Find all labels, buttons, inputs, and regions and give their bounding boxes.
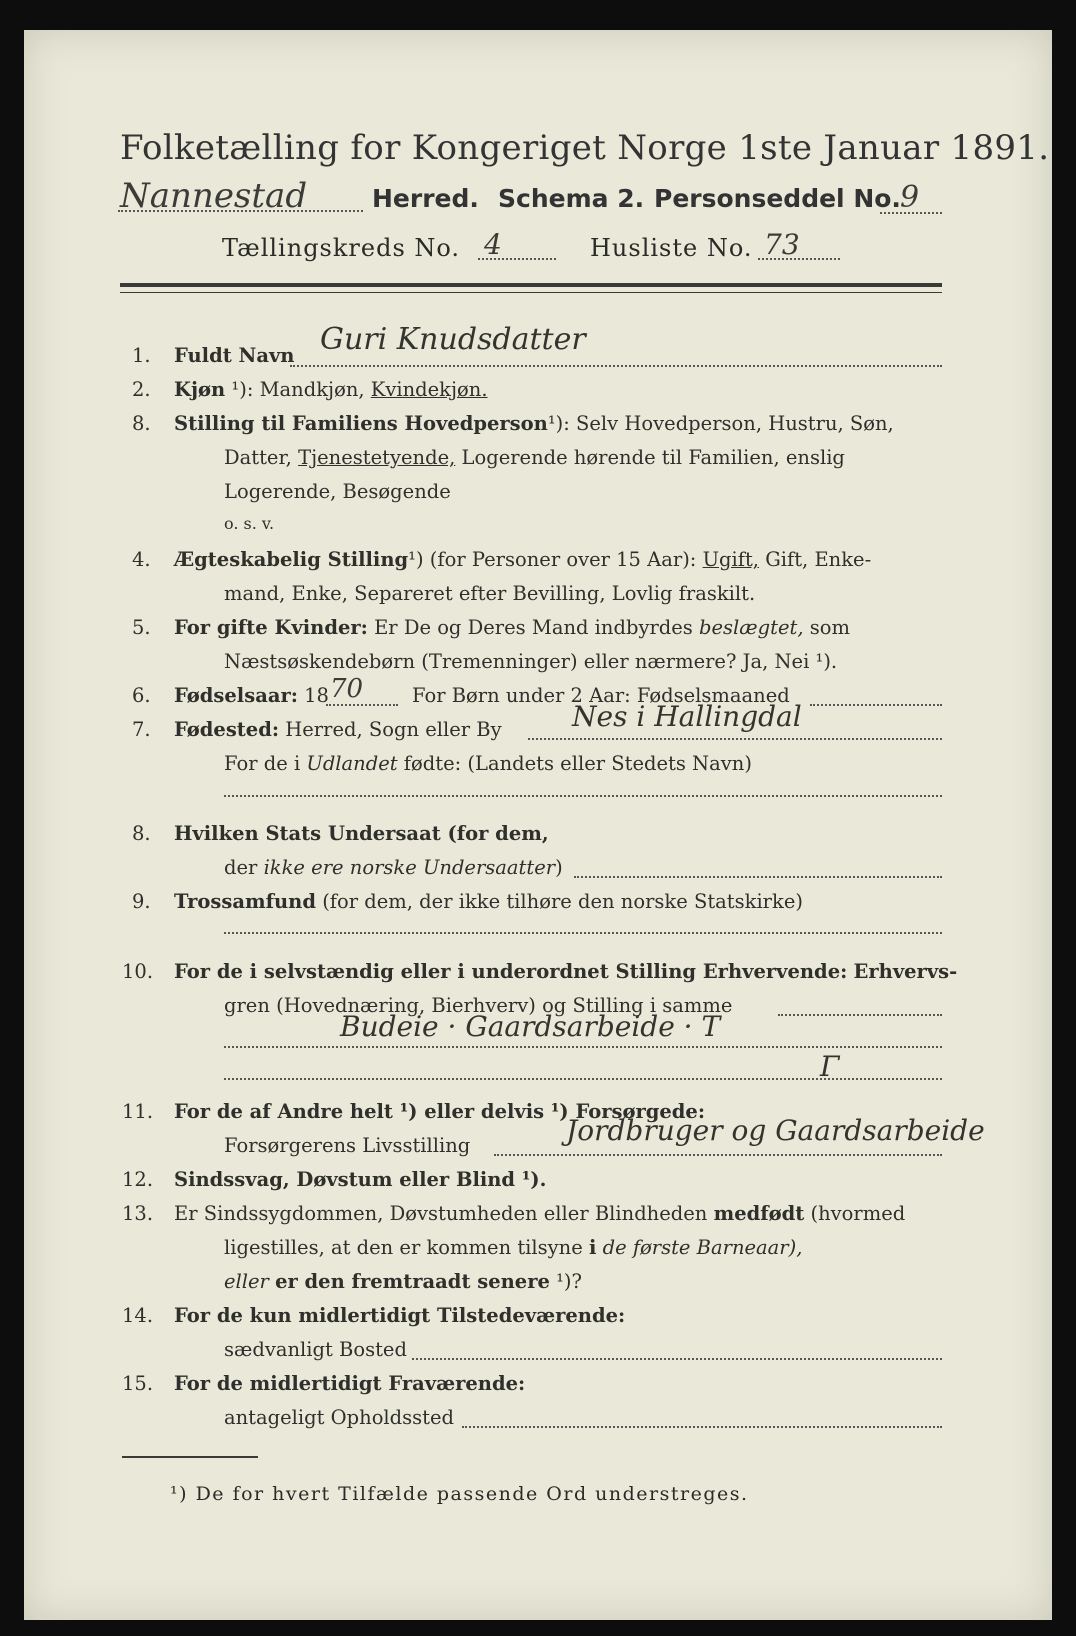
item-number-13: 13. bbox=[122, 1202, 154, 1225]
q11-line bbox=[494, 1154, 942, 1156]
q11-label: For de af Andre helt ¹) eller delvis ¹) Forsørgede: bbox=[174, 1100, 706, 1123]
q6-month-line bbox=[810, 704, 942, 706]
herred-value: Nannestad bbox=[120, 176, 308, 216]
q5-label: For gifte Kvinder: bbox=[174, 616, 368, 639]
item-number-5: 5. bbox=[132, 616, 151, 639]
q7-line bbox=[528, 738, 942, 740]
personseddel-value: 9 bbox=[900, 180, 920, 215]
husliste-value: 73 bbox=[764, 228, 800, 261]
q10-line2: gren (Hovednæring, Bierhverv) og Stilling i samme bbox=[224, 994, 733, 1017]
q6-year-value: 70 bbox=[330, 674, 364, 704]
q13-line1c: (hvormed bbox=[810, 1202, 906, 1225]
q10-occupation-value2: Γ bbox=[820, 1050, 840, 1083]
q10-line4 bbox=[224, 1078, 942, 1080]
q5-rest2: som bbox=[809, 616, 850, 639]
personseddel-label: Personseddel No. bbox=[654, 184, 901, 213]
q9-line bbox=[224, 932, 942, 934]
q14-label: For de kun midlertidigt Tilstedeværende: bbox=[174, 1304, 626, 1327]
q4-label: Ægteskabelig Stilling bbox=[174, 548, 409, 571]
q1-name-value: Guri Knudsdatter bbox=[320, 322, 586, 357]
q13-line3b: er den fremtraadt senere bbox=[275, 1270, 550, 1293]
q6-label: Fødselsaar: bbox=[174, 684, 298, 707]
personseddel-line bbox=[880, 212, 942, 214]
footnote: ¹) De for hvert Tilfælde passende Ord understreges. bbox=[170, 1483, 749, 1505]
q13-line2a: ligestilles, at den er kommen tilsyne bbox=[224, 1236, 583, 1259]
q15-line2: antageligt Opholdssted bbox=[224, 1406, 455, 1429]
header-rule bbox=[120, 283, 942, 287]
q8-line bbox=[574, 876, 942, 878]
q10-line3 bbox=[224, 1046, 942, 1048]
q12-label: Sindssvag, Døvstum eller Blind ¹). bbox=[174, 1168, 547, 1191]
q4-rest2: Gift, Enke- bbox=[765, 548, 872, 571]
q6-rest: For Børn under 2 Aar: Fødselsmaaned bbox=[412, 684, 790, 707]
item-number-12: 12. bbox=[122, 1168, 154, 1191]
q5-line2: Næstsøskendebørn (Tremenninger) eller nærmere? Ja, Nei ¹). bbox=[224, 650, 838, 673]
q14-line bbox=[412, 1358, 942, 1360]
taellingskreds-value: 4 bbox=[484, 228, 502, 261]
herred-line bbox=[118, 210, 363, 212]
q3-line2b: Logerende hørende til Familien, enslig bbox=[461, 446, 845, 469]
q13-line2-i: i bbox=[588, 1236, 597, 1259]
q4-selected-option: Ugift, bbox=[702, 548, 759, 571]
taellingskreds-line bbox=[478, 258, 556, 260]
q6-line bbox=[326, 704, 398, 706]
q10-line2-dots bbox=[778, 1014, 942, 1016]
q1-label: Fuldt Navn bbox=[174, 344, 295, 367]
item-number-1: 1. bbox=[132, 344, 151, 367]
q7-line2a: For de i bbox=[224, 752, 301, 775]
q3-line3: Logerende, Besøgende bbox=[224, 480, 451, 503]
q14-line2: sædvanligt Bosted bbox=[224, 1338, 407, 1361]
q15-line bbox=[462, 1426, 942, 1428]
q5-rest: Er De og Deres Mand indbyrdes bbox=[374, 616, 693, 639]
q10-rest: Erhvervs- bbox=[853, 960, 958, 983]
q1-line bbox=[290, 365, 942, 367]
q3-line4: o. s. v. bbox=[224, 514, 275, 533]
q13-line1a: Er Sindssygdommen, Døvstumheden eller Blindheden bbox=[174, 1202, 708, 1225]
item-number-7: 7. bbox=[132, 718, 151, 741]
q7-label: Fødested: bbox=[174, 718, 280, 741]
q13-line2-italic: de første Barneaar), bbox=[602, 1236, 803, 1259]
q13-line1b: medfødt bbox=[713, 1202, 805, 1225]
header-rule-thin bbox=[120, 292, 942, 293]
q7-birthplace-value: Nes i Hallingdal bbox=[572, 700, 802, 733]
q8-line2-italic: ikke ere norske Undersaatter bbox=[263, 856, 556, 879]
q2-selected-option: Kvindekjøn. bbox=[370, 378, 488, 401]
q11-provider-value: Jordbruger og Gaardsarbeide bbox=[566, 1114, 985, 1147]
schema-label: Schema 2. bbox=[498, 184, 645, 213]
q2-options: ¹): Mandkjøn, bbox=[231, 378, 365, 401]
q6-prefix: 18 bbox=[304, 684, 329, 707]
item-number-4: 4. bbox=[132, 548, 151, 571]
q2-label: Kjøn bbox=[174, 378, 226, 401]
q13-line3-italic: eller bbox=[224, 1270, 269, 1293]
item-number-9: 9. bbox=[132, 890, 151, 913]
q3-selected-option: Tjenestetyende, bbox=[298, 446, 456, 469]
q9-label: Trossamfund bbox=[174, 890, 316, 913]
q15-label: For de midlertidigt Fraværende: bbox=[174, 1372, 526, 1395]
q13-line3c: ¹)? bbox=[556, 1270, 582, 1293]
q7-foreign-line bbox=[224, 795, 942, 797]
q10-label: For de i selvstændig eller i underordnet Stilling Erhvervende: bbox=[174, 960, 848, 983]
husliste-label: Husliste No. bbox=[590, 234, 753, 262]
q4-line2: mand, Enke, Separeret efter Bevilling, Lovlig fraskilt. bbox=[224, 582, 756, 605]
q11-line2: Forsørgerens Livsstilling bbox=[224, 1134, 471, 1157]
q9-rest: (for dem, der ikke tilhøre den norske Statskirke) bbox=[322, 890, 803, 913]
taellingskreds-label: Tællingskreds No. bbox=[222, 234, 461, 262]
q7-rest: Herred, Sogn eller By bbox=[285, 718, 502, 741]
q7-line2-italic: Udlandet bbox=[306, 752, 398, 775]
q3-line2a: Datter, bbox=[224, 446, 292, 469]
item-number-6: 6. bbox=[132, 684, 151, 707]
husliste-line bbox=[758, 258, 840, 260]
form-title: Folketælling for Kongeriget Norge 1ste Januar 1891. bbox=[120, 128, 1050, 168]
q8-line2a: der bbox=[224, 856, 258, 879]
q3-options: ¹): Selv Hovedperson, Hustru, Søn, bbox=[547, 412, 894, 435]
q4-rest: ¹) (for Personer over 15 Aar): bbox=[408, 548, 697, 571]
q10-occupation-value: Budeie · Gaardsarbeide · T bbox=[340, 1010, 721, 1043]
q7-line2b: fødte: (Landets eller Stedets Navn) bbox=[403, 752, 752, 775]
item-number-11: 11. bbox=[122, 1100, 154, 1123]
q8-label: Hvilken Stats Undersaat (for dem, bbox=[174, 822, 549, 845]
item-number-8: 8. bbox=[132, 822, 151, 845]
q3-label: Stilling til Familiens Hovedperson bbox=[174, 412, 548, 435]
herred-label: Herred. bbox=[372, 184, 479, 213]
item-number-3: 8. bbox=[132, 412, 151, 435]
q5-italic: beslægtet, bbox=[699, 616, 804, 639]
item-number-15: 15. bbox=[122, 1372, 154, 1395]
item-number-14: 14. bbox=[122, 1304, 154, 1327]
item-number-2: 2. bbox=[132, 378, 151, 401]
footnote-rule bbox=[122, 1456, 258, 1458]
item-number-10: 10. bbox=[122, 960, 154, 983]
